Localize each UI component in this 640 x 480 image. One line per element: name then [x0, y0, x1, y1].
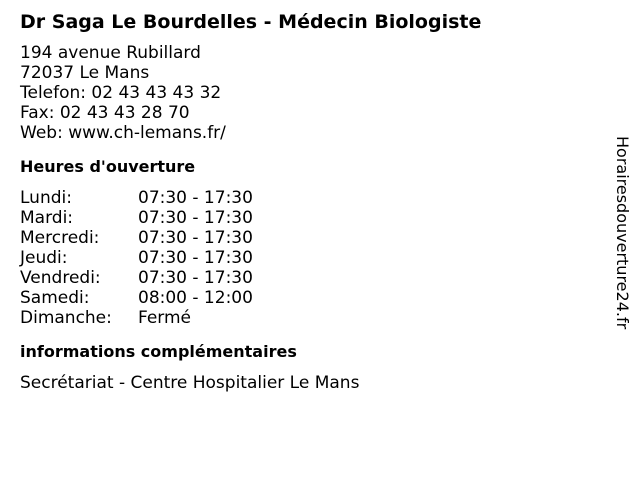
hours-row	[20, 268, 253, 288]
hours-row	[20, 308, 253, 328]
listing-card	[20, 9, 600, 393]
city-address: 72037 Le Mans	[20, 63, 150, 83]
hours-row	[20, 288, 253, 308]
hours-row	[20, 228, 253, 248]
contact-block	[20, 43, 600, 143]
day-label: Jeudi:	[20, 248, 68, 268]
day-label: Vendredi:	[20, 268, 101, 288]
day-hours: 07:30 - 17:30	[138, 248, 253, 268]
day-hours: 07:30 - 17:30	[138, 228, 253, 248]
opening-hours-table	[20, 188, 253, 328]
hours-row	[20, 208, 253, 228]
day-hours: 07:30 - 17:30	[138, 188, 253, 208]
opening-hours-heading: Heures d'ouverture	[20, 157, 196, 176]
day-hours: 07:30 - 17:30	[138, 208, 253, 228]
additional-info-text: Secrétariat - Centre Hospitalier Le Mans	[20, 373, 360, 393]
additional-info-heading: informations complémentaires	[20, 342, 297, 361]
day-label: Lundi:	[20, 188, 72, 208]
page-title: Dr Saga Le Bourdelles - Médecin Biologiste	[20, 11, 482, 33]
phone-number[interactable]: Telefon: 02 43 43 43 32	[20, 83, 222, 103]
hours-row	[20, 188, 253, 208]
hours-row	[20, 248, 253, 268]
day-hours: Fermé	[138, 308, 192, 328]
day-hours: 07:30 - 17:30	[138, 268, 253, 288]
day-label: Dimanche:	[20, 308, 112, 328]
street-address: 194 avenue Rubillard	[20, 43, 201, 63]
day-label: Mardi:	[20, 208, 74, 228]
day-label: Mercredi:	[20, 228, 100, 248]
site-watermark: Horairesdouverture24.fr	[613, 136, 632, 330]
day-hours: 08:00 - 12:00	[138, 288, 253, 308]
day-label: Samedi:	[20, 288, 90, 308]
website-link[interactable]: Web: www.ch-lemans.fr/	[20, 123, 226, 143]
fax-number: Fax: 02 43 43 28 70	[20, 103, 190, 123]
